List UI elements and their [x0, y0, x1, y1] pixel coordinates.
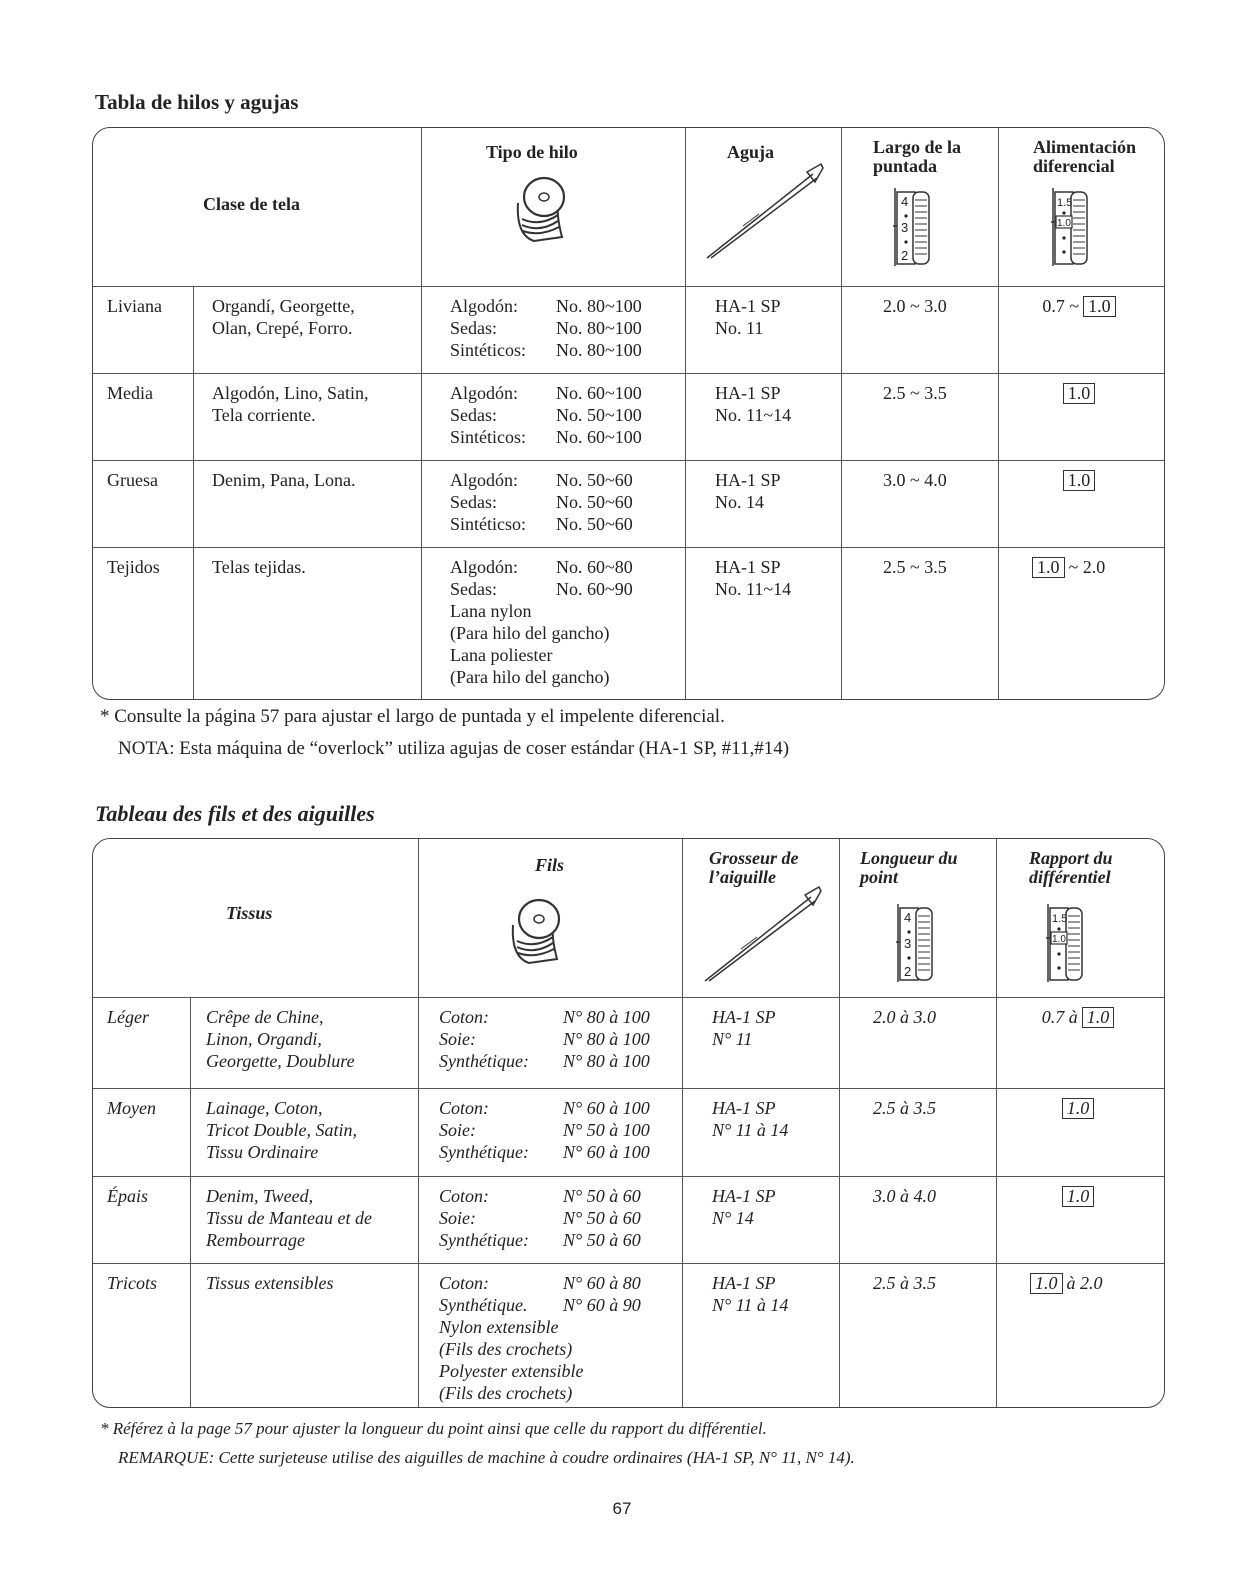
- differential-default-box: 1.0: [1030, 1273, 1063, 1294]
- dial-mark-4: 4: [904, 910, 912, 925]
- thread-extra-line: Polyester extensible: [439, 1361, 584, 1381]
- differential-prefix: 0.7 à: [1041, 1007, 1078, 1027]
- thread-number: N° 80 à 100: [563, 1051, 650, 1071]
- differential-value: [996, 1272, 1165, 1294]
- thread-list: [439, 1185, 641, 1251]
- thread-number: No. 60~100: [556, 427, 642, 447]
- thread-number: N° 80 à 100: [563, 1007, 650, 1027]
- thread-needle-table-fr: [92, 838, 1165, 1408]
- differential-value: [996, 1185, 1164, 1207]
- fabric-line: Organdí, Georgette,: [212, 296, 355, 316]
- fabric-weight: Tricots: [107, 1273, 158, 1293]
- needle-line: N° 11: [712, 1029, 753, 1049]
- thread-item: [439, 1185, 641, 1207]
- thread-label: Algodón:: [450, 383, 519, 403]
- thread-label: Sintéticos:: [450, 340, 526, 360]
- needle-line: N° 11 à 14: [712, 1120, 789, 1140]
- thread-number: N° 60 à 100: [563, 1142, 650, 1162]
- fabric-types: [206, 1006, 355, 1072]
- dial-mark-4: 4: [901, 194, 909, 209]
- thread-list: [450, 295, 642, 361]
- needle-spec: [715, 295, 781, 339]
- needle-line: HA-1 SP: [715, 296, 781, 316]
- stitch-length-value: 2.5 ~ 3.5: [883, 383, 947, 403]
- fabric-types: [206, 1097, 357, 1163]
- dial-mark-1-0: 1.0: [1052, 934, 1066, 945]
- thread-item: [439, 1294, 641, 1316]
- thread-item: [450, 317, 642, 339]
- fabric-weight: Tejidos: [107, 557, 160, 577]
- needle-line: HA-1 SP: [712, 1186, 776, 1206]
- fabric-weight: Gruesa: [107, 470, 158, 490]
- thread-item: [439, 1229, 641, 1251]
- nota-es: NOTA: Esta máquina de “overlock” utiliza agujas de coser estándar (HA-1 SP, #11,#14): [118, 738, 790, 759]
- footnote-fr: * Référez à la page 57 pour ajuster la longueur du point ainsi que celle du rapport du différentiel.: [100, 1419, 767, 1438]
- dial-mark-3: 3: [904, 936, 912, 951]
- differential-suffix: ~ 2.0: [1068, 557, 1106, 577]
- needle-line: HA-1 SP: [712, 1098, 776, 1118]
- stitch-length-value: 2.0 à 3.0: [873, 1007, 936, 1027]
- footnote-es: * Consulte la página 57 para ajustar el largo de puntada y el impelente diferencial.: [100, 706, 725, 727]
- needle-line: No. 14: [715, 492, 764, 512]
- fabric-weight: Moyen: [107, 1098, 156, 1118]
- thread-number: N° 60 à 80: [563, 1273, 641, 1293]
- table-row: [93, 286, 1164, 373]
- differential-default-box: 1.0: [1063, 383, 1096, 404]
- table-row: [93, 460, 1164, 547]
- header-needle: Grosseur de l’aiguille: [709, 848, 799, 887]
- fabric-weight: Liviana: [107, 296, 162, 316]
- thread-number: No. 50~60: [556, 492, 633, 512]
- thread-label: Synthétique:: [439, 1051, 529, 1071]
- thread-extra-line: (Fils des crochets): [439, 1339, 573, 1359]
- thread-item: [439, 1207, 641, 1229]
- thread-label: Soie:: [439, 1208, 476, 1228]
- needle-spec: [712, 1097, 788, 1141]
- thread-item: [439, 1097, 650, 1119]
- thread-item: [439, 1028, 650, 1050]
- thread-extra-line: (Para hilo del gancho): [450, 623, 610, 643]
- thread-label: Soie:: [439, 1120, 476, 1140]
- differential-default-box: 1.0: [1032, 557, 1065, 578]
- differential-default-box: 1.0: [1062, 1186, 1095, 1207]
- fabric-line: Telas tejidas.: [212, 557, 306, 577]
- fabric-types: [212, 469, 355, 491]
- header-thread: Tipo de hilo: [486, 142, 578, 162]
- thread-number: No. 50~100: [556, 405, 642, 425]
- thread-number: N° 50 à 60: [563, 1230, 641, 1250]
- thread-label: Sintéticos:: [450, 427, 526, 447]
- thread-extra-line: Lana poliester: [450, 645, 553, 665]
- table-row: [93, 547, 1164, 699]
- header-stitch-length: Largo de la puntada: [873, 137, 961, 176]
- thread-number: No. 60~100: [556, 383, 642, 403]
- fabric-line: Tricot Double, Satin,: [206, 1120, 358, 1140]
- thread-spool-icon: [514, 175, 574, 250]
- needle-line: HA-1 SP: [715, 557, 781, 577]
- differential-value: [998, 382, 1164, 404]
- fabric-types: [212, 295, 355, 339]
- needle-line: No. 11~14: [715, 579, 792, 599]
- thread-number: No. 80~100: [556, 296, 642, 316]
- thread-label: Algodón:: [450, 296, 519, 316]
- needle-line: N° 14: [712, 1208, 754, 1228]
- differential-value: [998, 556, 1165, 578]
- thread-label: Sintéticso:: [450, 514, 526, 534]
- thread-list: [450, 469, 633, 535]
- stitch-length-value: 2.0 ~ 3.0: [883, 296, 947, 316]
- thread-spool-icon: [509, 897, 569, 972]
- needle-line: HA-1 SP: [712, 1007, 776, 1027]
- thread-label: Sedas:: [450, 492, 497, 512]
- thread-label: Synthétique.: [439, 1295, 528, 1315]
- thread-needle-table-es: [92, 127, 1165, 700]
- table-row: [93, 997, 1164, 1088]
- thread-label: Coton:: [439, 1098, 490, 1118]
- table-header-row: [93, 128, 1164, 286]
- thread-extra-line: (Para hilo del gancho): [450, 667, 610, 687]
- table-header-row: [93, 839, 1164, 997]
- thread-list: [450, 382, 642, 448]
- differential-prefix: 0.7 ~: [1042, 296, 1080, 316]
- remarque-fr: REMARQUE: Cette surjeteuse utilise des aiguilles de machine à coudre ordinaires (HA-1 SP, N° 11, N° 14).: [118, 1448, 855, 1467]
- header-differential-feed: Alimentación diferencial: [1033, 137, 1136, 176]
- thread-list: [439, 1272, 641, 1404]
- stitch-length-value: 3.0 ~ 4.0: [883, 470, 947, 490]
- fabric-line: Rembourrage: [206, 1230, 305, 1250]
- page-number: 67: [612, 1499, 632, 1518]
- stitch-length-value: 2.5 à 3.5: [873, 1098, 936, 1118]
- thread-number: N° 60 à 90: [563, 1295, 641, 1315]
- fabric-types: [212, 556, 306, 578]
- fabric-line: Tissu Ordinaire: [206, 1142, 319, 1162]
- table-row: [93, 1176, 1164, 1263]
- thread-item: [450, 513, 633, 535]
- thread-extra-line: (Fils des crochets): [439, 1383, 573, 1403]
- fabric-types: [206, 1272, 334, 1294]
- thread-item: [439, 1272, 641, 1294]
- thread-label: Algodón:: [450, 557, 519, 577]
- thread-label: Synthétique:: [439, 1230, 529, 1250]
- stitch-length-dial-icon: [896, 902, 946, 989]
- fabric-line: Linon, Organdi,: [206, 1029, 322, 1049]
- needle-spec: [715, 469, 781, 513]
- header-stitch-length: Longueur du point: [860, 848, 958, 887]
- fabric-weight: Épais: [107, 1186, 149, 1206]
- thread-label: Sedas:: [450, 405, 497, 425]
- fabric-line: Georgette, Doublure: [206, 1051, 355, 1071]
- differential-suffix: à 2.0: [1066, 1273, 1103, 1293]
- thread-number: No. 60~90: [556, 579, 633, 599]
- thread-item: [439, 1119, 650, 1141]
- thread-label: Coton:: [439, 1273, 490, 1293]
- differential-value: [996, 1006, 1164, 1028]
- fabric-line: Tela corriente.: [212, 405, 316, 425]
- thread-item: [450, 578, 633, 600]
- fabric-types: [206, 1185, 372, 1251]
- thread-label: Sedas:: [450, 579, 497, 599]
- thread-item: [450, 339, 642, 361]
- thread-item: [450, 556, 633, 578]
- stitch-length-dial-icon: [893, 186, 943, 273]
- thread-number: N° 50 à 60: [563, 1186, 641, 1206]
- section-title-es: Tabla de hilos y agujas: [95, 90, 299, 114]
- thread-item: [450, 469, 633, 491]
- differential-default-box: 1.0: [1083, 296, 1116, 317]
- fabric-line: Olan, Crepé, Forro.: [212, 318, 353, 338]
- thread-label: Sedas:: [450, 318, 497, 338]
- thread-list: [439, 1006, 650, 1072]
- needle-line: HA-1 SP: [715, 470, 781, 490]
- thread-label: Synthétique:: [439, 1142, 529, 1162]
- thread-number: N° 50 à 60: [563, 1208, 641, 1228]
- dial-mark-2: 2: [901, 248, 909, 263]
- header-differential: Rapport du différentiel: [1029, 848, 1113, 887]
- table-row: [93, 1088, 1164, 1176]
- thread-item: [450, 382, 642, 404]
- differential-default-box: 1.0: [1082, 1007, 1115, 1028]
- table-row: [93, 373, 1164, 460]
- thread-number: N° 80 à 100: [563, 1029, 650, 1049]
- fabric-line: Denim, Pana, Lona.: [212, 470, 356, 490]
- stitch-length-value: 3.0 à 4.0: [873, 1186, 936, 1206]
- dial-mark-1-5: 1.5: [1052, 913, 1068, 925]
- needle-icon: [703, 162, 828, 267]
- differential-value: [998, 295, 1164, 317]
- thread-list: [439, 1097, 650, 1163]
- thread-item: [439, 1141, 650, 1163]
- differential-value: [996, 1097, 1164, 1119]
- thread-number: No. 50~60: [556, 514, 633, 534]
- fabric-weight: Media: [107, 383, 153, 403]
- thread-label: Coton:: [439, 1186, 490, 1206]
- thread-number: No. 50~60: [556, 470, 633, 490]
- needle-line: No. 11~14: [715, 405, 792, 425]
- thread-item: [450, 491, 633, 513]
- fabric-line: Tissus extensibles: [206, 1273, 334, 1293]
- section-title-fr: Tableau des fils et des aiguilles: [95, 801, 375, 826]
- thread-item: [450, 404, 642, 426]
- needle-spec: [715, 556, 791, 600]
- dial-mark-3: 3: [901, 220, 909, 235]
- thread-label: Soie:: [439, 1029, 476, 1049]
- differential-default-box: 1.0: [1062, 1098, 1095, 1119]
- thread-extra-line: Nylon extensible: [439, 1317, 559, 1337]
- thread-extra-line: Lana nylon: [450, 601, 532, 621]
- thread-item: [439, 1006, 650, 1028]
- differential-dial-icon: [1051, 186, 1101, 273]
- header-thread: Fils: [535, 855, 565, 875]
- fabric-line: Lainage, Coton,: [206, 1098, 323, 1118]
- thread-item: [450, 426, 642, 448]
- thread-number: No. 80~100: [556, 340, 642, 360]
- differential-dial-icon: [1046, 902, 1096, 989]
- needle-icon: [701, 885, 826, 990]
- needle-spec: [715, 382, 791, 426]
- needle-line: HA-1 SP: [712, 1273, 776, 1293]
- fabric-types: [212, 382, 369, 426]
- stitch-length-value: 2.5 à 3.5: [873, 1273, 936, 1293]
- needle-line: N° 11 à 14: [712, 1295, 789, 1315]
- needle-spec: [712, 1006, 775, 1050]
- table-row: [93, 1263, 1164, 1408]
- thread-item: [450, 295, 642, 317]
- fabric-line: Algodón, Lino, Satin,: [212, 383, 369, 403]
- dial-mark-1-5: 1.5: [1057, 197, 1073, 209]
- dial-mark-1-0: 1.0: [1057, 218, 1071, 229]
- dial-mark-2: 2: [904, 964, 912, 979]
- needle-line: No. 11: [715, 318, 764, 338]
- differential-default-box: 1.0: [1063, 470, 1096, 491]
- thread-number: N° 60 à 100: [563, 1098, 650, 1118]
- thread-item: [439, 1050, 650, 1072]
- fabric-line: Denim, Tweed,: [206, 1186, 314, 1206]
- needle-line: HA-1 SP: [715, 383, 781, 403]
- thread-list: [450, 556, 633, 688]
- header-fabric: Clase de tela: [203, 194, 300, 214]
- fabric-weight: Léger: [107, 1007, 149, 1027]
- thread-number: N° 50 à 100: [563, 1120, 650, 1140]
- thread-label: Algodón:: [450, 470, 519, 490]
- thread-number: No. 60~80: [556, 557, 633, 577]
- thread-number: No. 80~100: [556, 318, 642, 338]
- header-needle: Aguja: [727, 142, 775, 162]
- fabric-line: Tissu de Manteau et de: [206, 1208, 372, 1228]
- needle-spec: [712, 1185, 775, 1229]
- thread-label: Coton:: [439, 1007, 490, 1027]
- fabric-line: Crêpe de Chine,: [206, 1007, 324, 1027]
- stitch-length-value: 2.5 ~ 3.5: [883, 557, 947, 577]
- needle-spec: [712, 1272, 788, 1316]
- header-fabric: Tissus: [226, 903, 273, 923]
- differential-value: [998, 469, 1164, 491]
